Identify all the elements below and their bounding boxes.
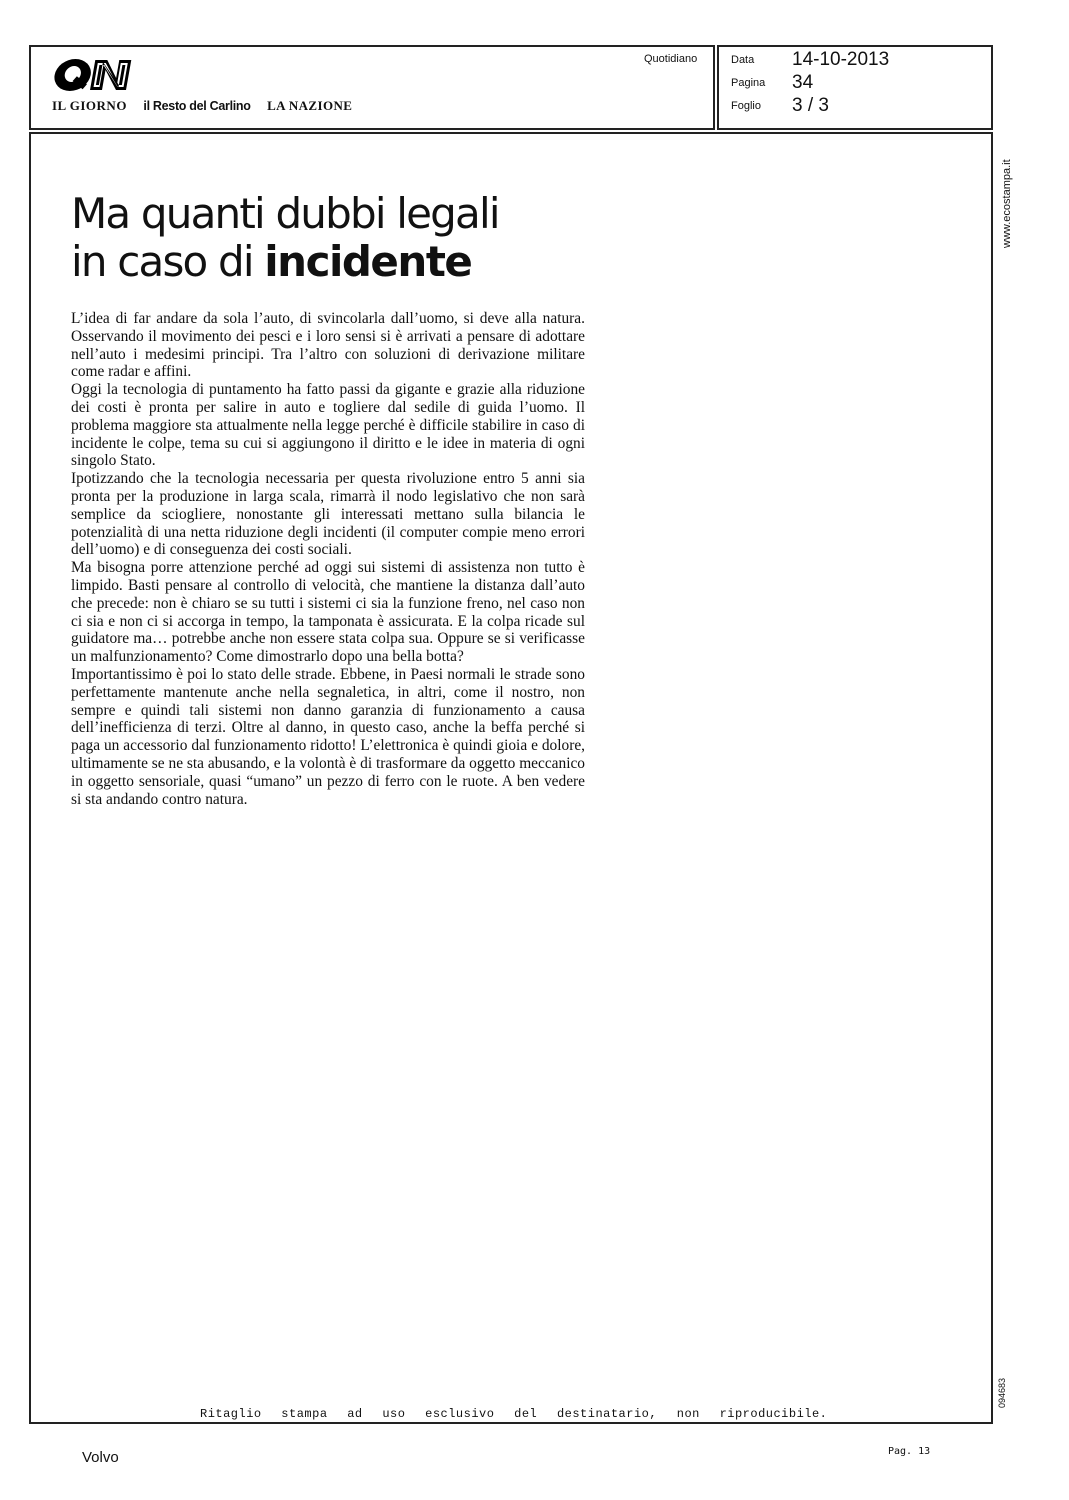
article-headline bbox=[71, 190, 631, 286]
newspaper-names bbox=[52, 97, 364, 115]
paper-il-giorno: IL GIORNO bbox=[52, 98, 127, 113]
brand-name: Volvo bbox=[82, 1449, 119, 1466]
page-label: Pagina bbox=[731, 77, 766, 89]
qn-logo bbox=[52, 56, 138, 94]
paper-resto-del-carlino: il Resto del Carlino bbox=[143, 99, 251, 113]
headline-line-1: Ma quanti dubbi legali bbox=[71, 189, 499, 238]
article-paragraph: Oggi la tecnologia di puntamento ha fatto passi da gigante e grazie alla riduzione dei costi è pronta per salire in auto e togliere dal sedile di guida l’uomo. Il problema maggiore sta attualmente nella legge perché è difficile stabilire in caso di incidente le colpe, tema su cui si aggiungono il diritto e le idee in materia di ogni singolo Stato. bbox=[71, 381, 585, 470]
ecostampa-website: www.ecostampa.it bbox=[1001, 159, 1013, 248]
publication-type: Quotidiano bbox=[644, 53, 698, 65]
sheet-value: 3 / 3 bbox=[792, 95, 829, 116]
paper-la-nazione: LA NAZIONE bbox=[267, 98, 353, 113]
article-body bbox=[71, 310, 585, 808]
copyright-note: Ritaglio stampa ad uso esclusivo del destinatario, non riproducibile. bbox=[200, 1407, 828, 1421]
article-paragraph: Importantissimo è poi lo stato delle strade. Ebbene, in Paesi normali le strade sono perfettamente mantenute anche nella segnaletica, in altri, come il nostro, non sempre e quindi tali sistemi non danno garanzia di funzionamento a causa dell’inefficienza di terzi. Oltre al danno, in questo caso, anche la beffa perché si paga un accessorio dal funzionamento ridotto! L’elettronica è quindi gioia e dolore, ultimamente se ne sta abusando, e la volontà è di trasformare da oggetto meccanico in oggetto sensoriale, quasi “umano” un pezzo di ferro con le ruote. A ben vedere si sta andando contro natura. bbox=[71, 665, 585, 808]
headline-line-2: in caso di bbox=[71, 237, 265, 286]
clipping-code: 094683 bbox=[997, 1377, 1007, 1408]
headline-emphasis: incidente bbox=[264, 237, 472, 286]
date-label: Data bbox=[731, 54, 755, 66]
article-paragraph: Ipotizzando che la tecnologia necessaria per questa rivoluzione entro 5 anni sia pronta per la produzione in larga scala, rimarrà il nodo legislativo che non sarà semplice da sciogliere, nonostante gli interessati mettano sulla bilancia le potenzialità di una netta riduzione degli incidenti (il computer compie meno errori dell’uomo) e di conseguenza dei costi sociali. bbox=[71, 470, 585, 559]
sheet-label: Foglio bbox=[731, 100, 761, 112]
date-value: 14-10-2013 bbox=[792, 49, 890, 70]
page-number: Pag. 13 bbox=[888, 1446, 931, 1457]
article-paragraph: L’idea di far andare da sola l’auto, di svincolarla dall’uomo, si deve alla natura. Osservando il movimento dei pesci e i loro sensi si è arrivati a pensare di adottare nell’auto i medesimi principi. Tra l’altro con soluzioni di derivazione militare come radar e affini. bbox=[71, 310, 585, 381]
page-value: 34 bbox=[792, 72, 814, 93]
article-paragraph: Ma bisogna porre attenzione perché ad oggi sui sistemi di assistenza non tutto è limpido. Basti pensare al controllo di velocità, che mantiene la distanza dall’auto che precede: non è chiaro se su tutti i sistemi ci sia la funzione freno, nel caso non ci sia e non ci si accorga in tempo, la tamponata è assicurata. E la colpa ricade sul guidatore ma… potrebbe anche non essere stata colpa sua. Oppure se si verificasse un malfunzionamento? Come dimostrarlo dopo una bella botta? bbox=[71, 559, 585, 666]
